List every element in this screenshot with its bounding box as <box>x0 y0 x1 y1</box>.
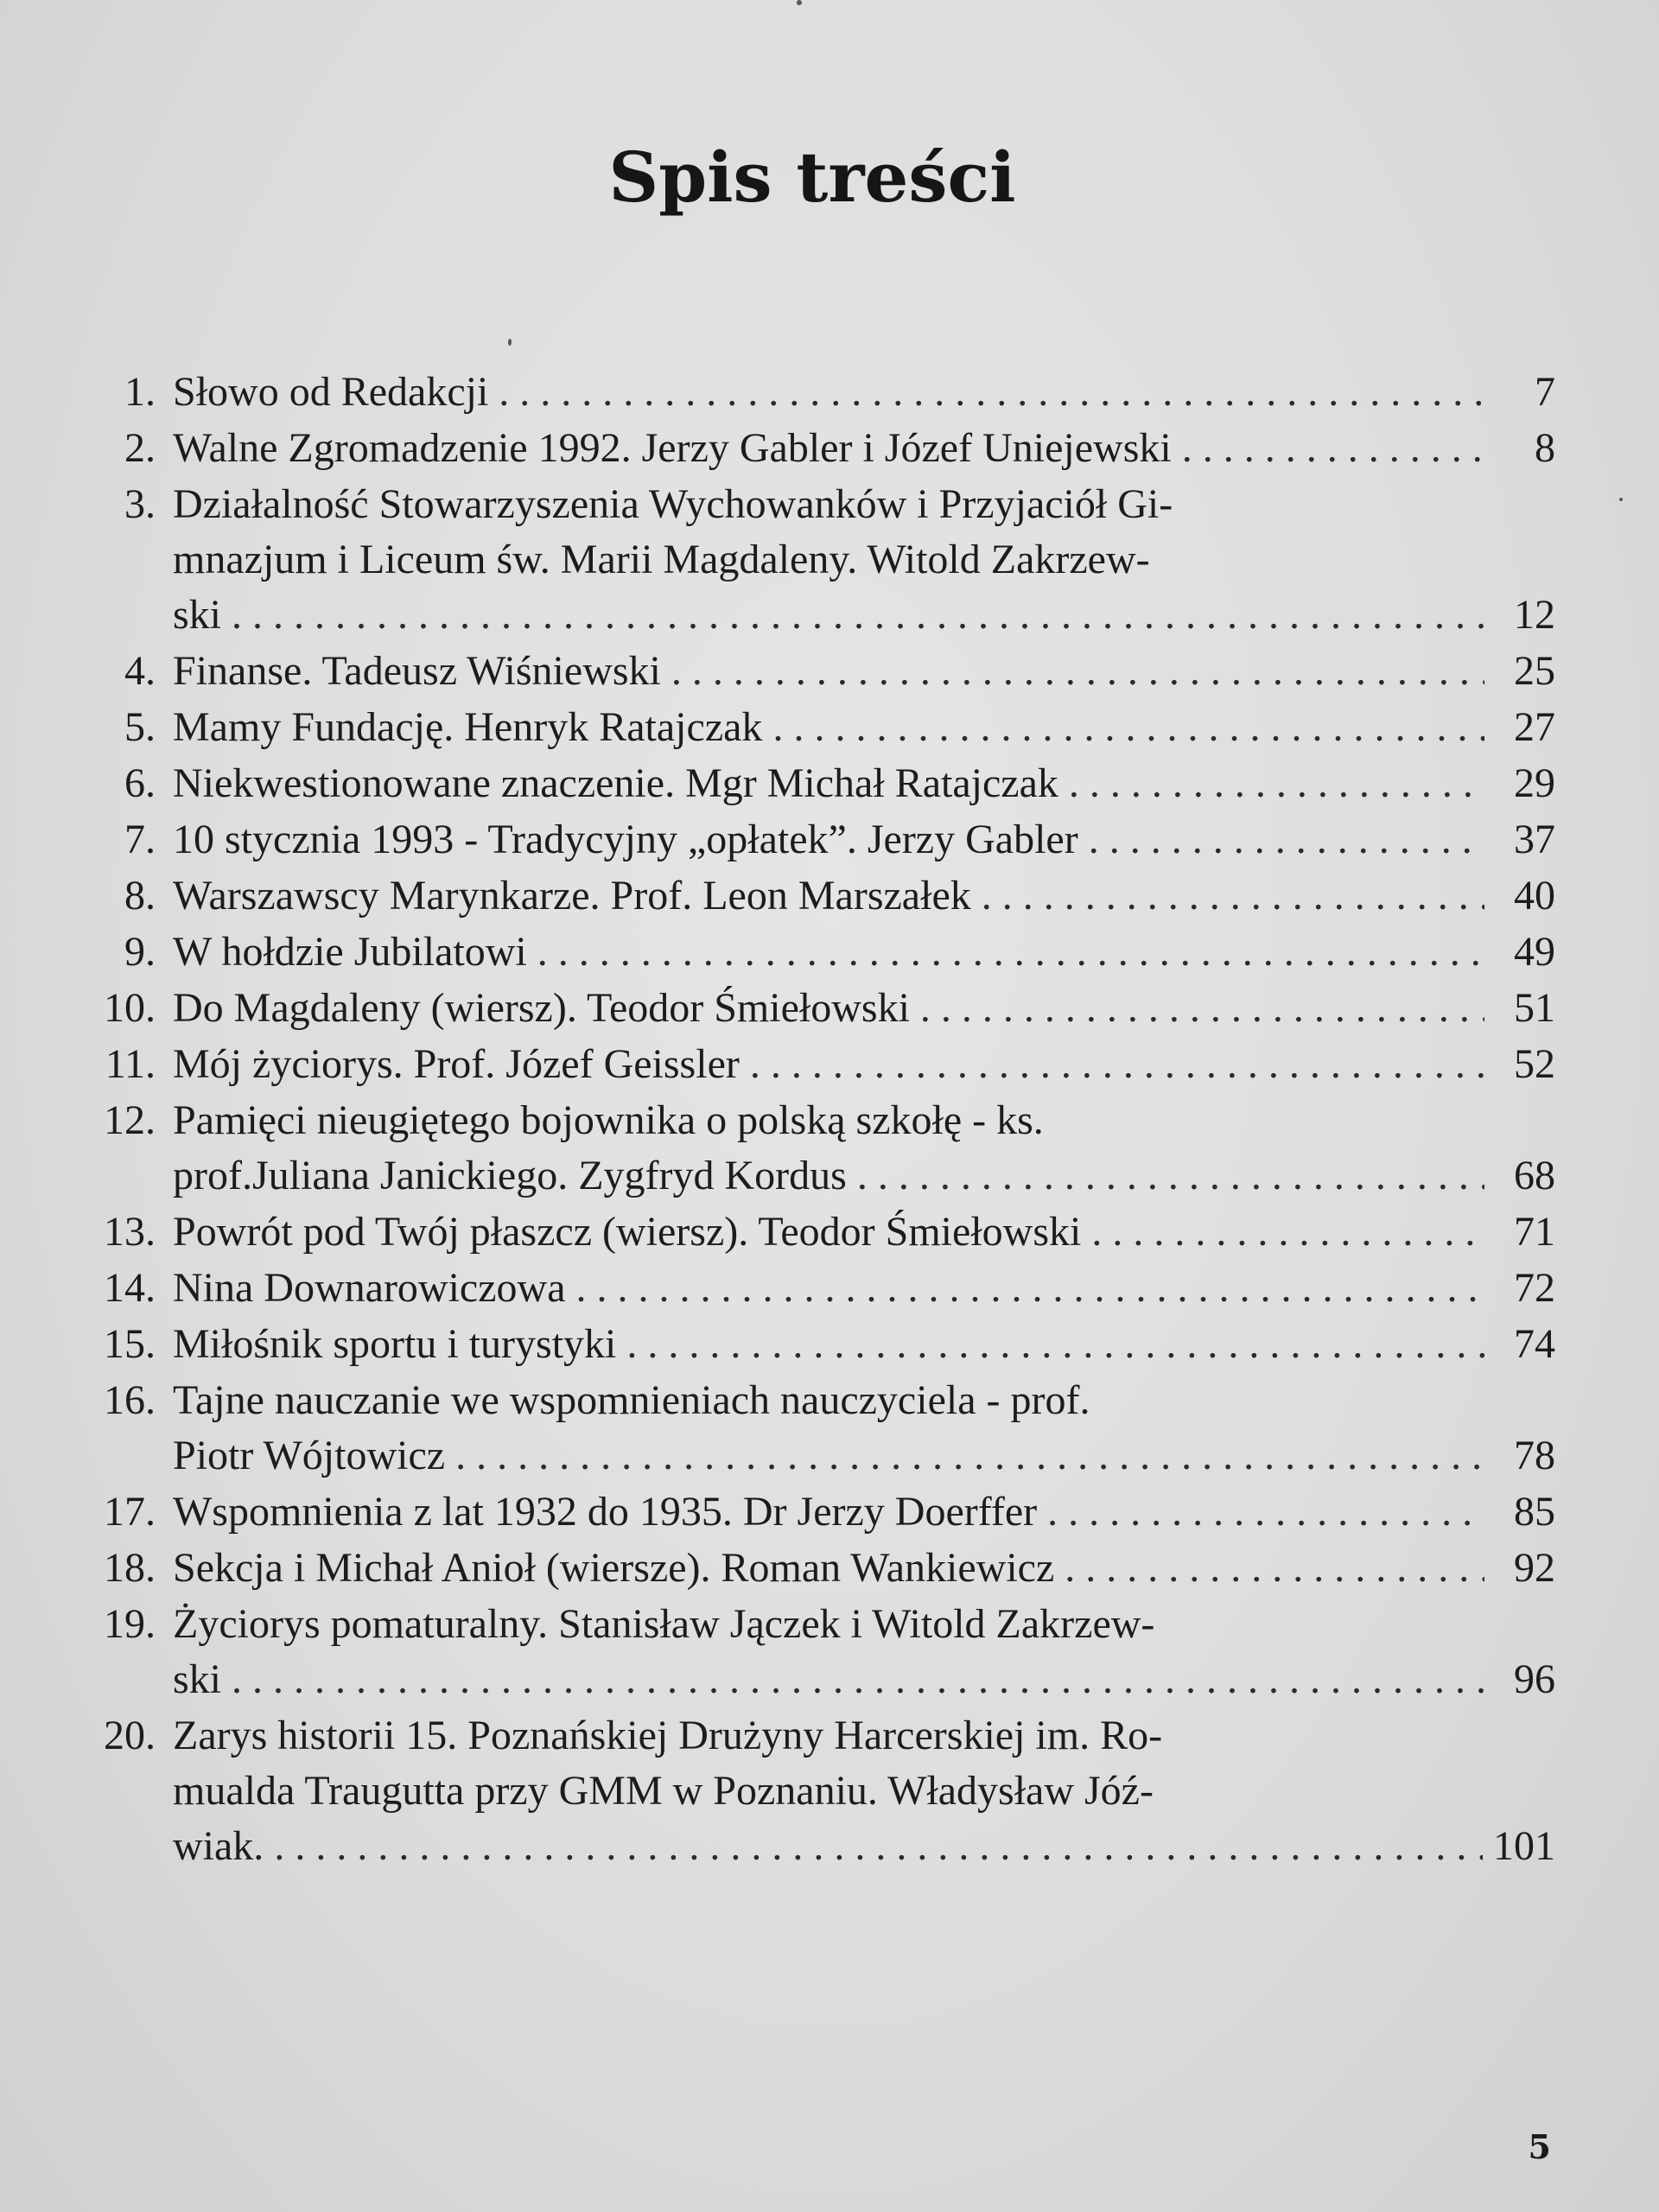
entry-page-number: 12 <box>1514 592 1555 638</box>
entry-last-line <box>173 1541 1555 1596</box>
entry-text <box>173 1037 1555 1092</box>
toc-entry <box>69 477 1555 643</box>
entry-number: 15. <box>104 1321 156 1367</box>
print-speck <box>508 339 512 346</box>
entry-page-number: 71 <box>1514 1209 1555 1255</box>
dot-leader <box>626 1317 1484 1372</box>
entry-page-number: 29 <box>1514 760 1555 806</box>
entry-number: 3. <box>124 481 156 527</box>
entry-number: 11. <box>105 1041 156 1087</box>
entry-last-line <box>173 588 1555 643</box>
entry-line: Życiorys pomaturalny. Stanisław Jączek i Witold Zakrzew- <box>173 1601 1155 1647</box>
entry-last-line <box>173 421 1555 476</box>
entry-page-number: 37 <box>1514 817 1555 862</box>
toc-entry <box>69 868 1555 924</box>
toc-entry <box>69 644 1555 699</box>
dot-leader <box>772 700 1484 755</box>
entry-number: 8. <box>124 873 156 918</box>
entry-last-line <box>173 365 1555 420</box>
dot-leader <box>1089 812 1484 868</box>
toc-entry <box>69 1541 1555 1596</box>
entry-page-number: 25 <box>1514 648 1555 694</box>
dot-leader <box>274 1819 1483 1874</box>
dot-leader <box>455 1428 1484 1484</box>
entry-number: 19. <box>104 1601 156 1647</box>
dot-leader <box>1065 1541 1484 1596</box>
toc-entry <box>69 365 1555 420</box>
entry-number: 2. <box>124 425 156 471</box>
entry-last-line <box>173 1317 1555 1372</box>
toc-entry <box>69 1597 1555 1707</box>
entry-number: 9. <box>124 929 156 975</box>
dot-leader <box>232 588 1484 643</box>
print-speck <box>1619 498 1623 501</box>
entry-page-number: 101 <box>1493 1823 1555 1869</box>
entry-number: 14. <box>104 1265 156 1311</box>
entry-line: mualda Traugutta przy GMM w Poznaniu. Władysław Jóź- <box>173 1768 1154 1814</box>
toc-entry <box>69 700 1555 755</box>
dot-leader <box>1047 1484 1484 1540</box>
entry-last-line <box>173 1484 1555 1540</box>
entry-text <box>173 477 1555 643</box>
entry-text <box>173 812 1555 868</box>
entry-text <box>173 1484 1555 1540</box>
entry-number: 17. <box>104 1489 156 1535</box>
dot-leader <box>671 644 1484 699</box>
toc-entry <box>69 1373 1555 1484</box>
entry-text <box>173 1541 1555 1596</box>
entry-title: Finanse. Tadeusz Wiśniewski <box>173 648 661 694</box>
entry-line: mnazjum i Liceum św. Marii Magdaleny. Witold Zakrzew- <box>173 537 1150 582</box>
entry-last-line <box>173 868 1555 924</box>
entry-title: wiak. <box>173 1823 264 1869</box>
entry-page-number: 85 <box>1514 1489 1555 1535</box>
entry-page-number: 40 <box>1514 873 1555 918</box>
entry-last-line <box>173 1261 1555 1316</box>
entry-page-number: 51 <box>1514 985 1555 1031</box>
entry-text <box>173 1373 1555 1484</box>
toc-entry <box>69 1317 1555 1372</box>
entry-page-number: 68 <box>1514 1153 1555 1198</box>
entry-title: Walne Zgromadzenie 1992. Jerzy Gabler i Józef Uniejewski <box>173 425 1172 471</box>
entry-title: prof.Juliana Janickiego. Zygfryd Kordus <box>173 1153 847 1198</box>
entry-last-line <box>173 700 1555 755</box>
entry-number: 5. <box>124 704 156 750</box>
toc-entry <box>69 1037 1555 1092</box>
entry-page-number: 78 <box>1514 1433 1555 1478</box>
entry-last-line <box>173 1428 1555 1484</box>
entry-title: Słowo od Redakcji <box>173 369 489 415</box>
entry-page-number: 49 <box>1514 929 1555 975</box>
dot-leader <box>537 925 1484 980</box>
entry-last-line <box>173 1819 1555 1874</box>
entry-title: Mamy Fundację. Henryk Ratajczak <box>173 704 763 750</box>
entry-last-line <box>173 981 1555 1036</box>
entry-last-line <box>173 1205 1555 1260</box>
entry-page-number: 27 <box>1514 704 1555 750</box>
entry-text <box>173 1261 1555 1316</box>
entry-title: W hołdzie Jubilatowi <box>173 929 527 975</box>
entry-page-number: 52 <box>1514 1041 1555 1087</box>
entry-text <box>173 700 1555 755</box>
entry-number: 10. <box>104 985 156 1031</box>
entry-last-line <box>173 925 1555 980</box>
entry-line: Tajne nauczanie we wspomnieniach nauczyciela - prof. <box>173 1377 1090 1423</box>
print-speck <box>797 0 802 5</box>
entry-title: Wspomnienia z lat 1932 do 1935. Dr Jerzy Doerffer <box>173 1489 1038 1535</box>
entry-last-line <box>173 1037 1555 1092</box>
toc-entry <box>69 756 1555 811</box>
entry-text <box>173 925 1555 980</box>
entry-title: Do Magdaleny (wiersz). Teodor Śmiełowski <box>173 985 910 1031</box>
entry-last-line <box>173 644 1555 699</box>
page-title: Spis treści <box>608 137 1016 218</box>
entry-page-number: 7 <box>1535 369 1555 415</box>
entry-page-number: 8 <box>1535 425 1555 471</box>
entry-last-line <box>173 1652 1555 1707</box>
entry-text <box>173 1708 1555 1874</box>
dot-leader <box>920 981 1484 1036</box>
entry-page-number: 96 <box>1514 1656 1555 1702</box>
entry-line: Pamięci nieugiętego bojownika o polską szkołę - ks. <box>173 1097 1044 1143</box>
entry-title: Niekwestionowane znaczenie. Mgr Michał Ratajczak <box>173 760 1058 806</box>
dot-leader <box>499 365 1484 420</box>
entry-line: Zarys historii 15. Poznańskiej Drużyny Harcerskiej im. Ro- <box>173 1713 1163 1758</box>
entry-last-line <box>173 1148 1555 1204</box>
toc-entry <box>69 812 1555 868</box>
entry-line: Działalność Stowarzyszenia Wychowanków i Przyjaciół Gi- <box>173 481 1173 527</box>
entry-title: Miłośnik sportu i turystyki <box>173 1321 617 1367</box>
table-of-contents <box>69 365 1555 1875</box>
entry-page-number: 92 <box>1514 1545 1555 1591</box>
entry-page-number: 72 <box>1514 1265 1555 1311</box>
toc-entry <box>69 1708 1555 1874</box>
entry-last-line <box>173 756 1555 811</box>
entry-number: 20. <box>104 1713 156 1758</box>
dot-leader <box>1091 1205 1484 1260</box>
entry-number: 16. <box>104 1377 156 1423</box>
entry-title: Mój życiorys. Prof. Józef Geissler <box>173 1041 740 1087</box>
entry-text <box>173 868 1555 924</box>
entry-text <box>173 421 1555 476</box>
entry-page-number: 74 <box>1514 1321 1555 1367</box>
entry-number: 18. <box>104 1545 156 1591</box>
dot-leader <box>1182 421 1484 476</box>
entry-text <box>173 756 1555 811</box>
dot-leader <box>857 1148 1484 1204</box>
toc-entry <box>69 1093 1555 1204</box>
toc-entry <box>69 421 1555 476</box>
entry-text <box>173 1205 1555 1260</box>
entry-text <box>173 1597 1555 1707</box>
page-number: 5 <box>1528 2127 1551 2166</box>
dot-leader <box>576 1261 1485 1316</box>
entry-title: Powrót pod Twój płaszcz (wiersz). Teodor Śmiełowski <box>173 1209 1082 1255</box>
entry-title: 10 stycznia 1993 - Tradycyjny „opłatek”. Jerzy Gabler <box>173 817 1078 862</box>
entry-title: ski <box>173 592 222 638</box>
entry-text <box>173 1317 1555 1372</box>
entry-number: 7. <box>124 817 156 862</box>
entry-last-line <box>173 812 1555 868</box>
entry-text <box>173 981 1555 1036</box>
entry-text <box>173 1093 1555 1204</box>
entry-title: ski <box>173 1656 222 1702</box>
toc-entry <box>69 1205 1555 1260</box>
dot-leader <box>232 1652 1484 1707</box>
entry-number: 4. <box>124 648 156 694</box>
toc-entry <box>69 925 1555 980</box>
toc-entry <box>69 1261 1555 1316</box>
toc-entry <box>69 981 1555 1036</box>
entry-title: Sekcja i Michał Anioł (wiersze). Roman Wankiewicz <box>173 1545 1055 1591</box>
entry-title: Warszawscy Marynkarze. Prof. Leon Marszałek <box>173 873 971 918</box>
dot-leader <box>750 1037 1484 1092</box>
toc-entry <box>69 1484 1555 1540</box>
entry-number: 13. <box>104 1209 156 1255</box>
entry-number: 1. <box>124 369 156 415</box>
entry-number: 12. <box>104 1097 156 1143</box>
entry-title: Piotr Wójtowicz <box>173 1433 446 1478</box>
entry-text <box>173 644 1555 699</box>
entry-text <box>173 365 1555 420</box>
entry-number: 6. <box>124 760 156 806</box>
dot-leader <box>1069 756 1484 811</box>
entry-title: Nina Downarowiczowa <box>173 1265 566 1311</box>
dot-leader <box>982 868 1484 924</box>
